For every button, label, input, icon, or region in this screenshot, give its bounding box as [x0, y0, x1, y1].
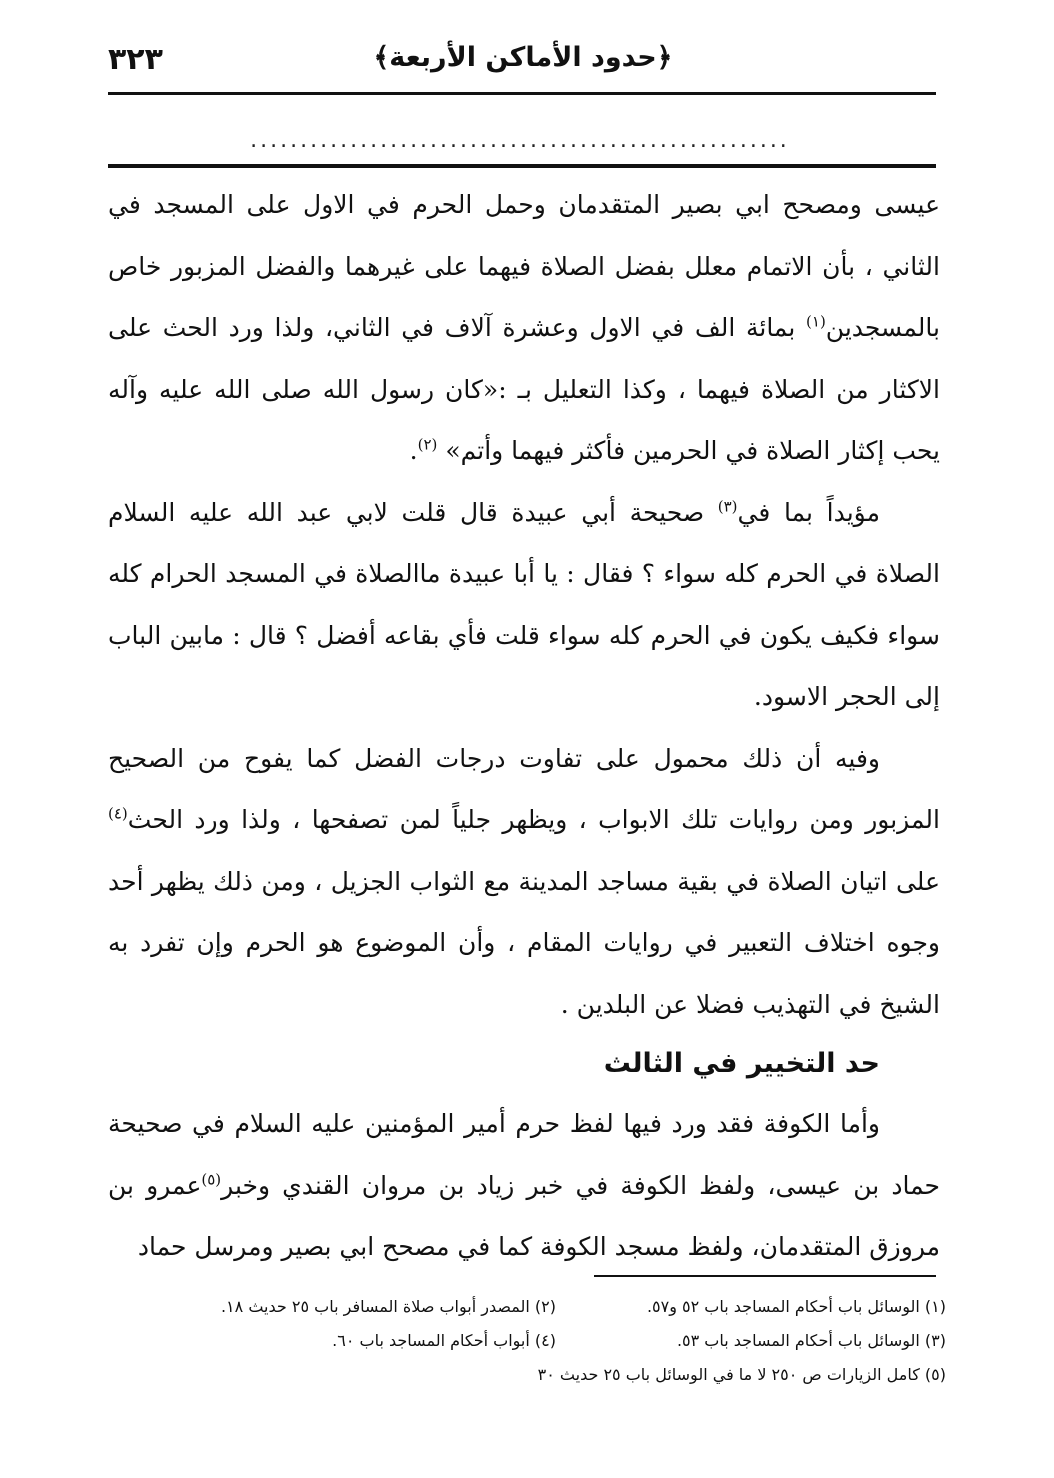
footnote-rule — [594, 1275, 936, 1277]
paragraph-4-start: وأما الكوفة فقد ورد فيها لفظ حرم أمير المؤمنين عليه السلام في صحيحة حماد بن عيسى، ولفظ الكوفة في خبر زياد بن مروان القندي وخبر — [108, 1109, 940, 1200]
footnote-ref-5[interactable]: (٥) — [201, 1170, 222, 1189]
footnote-3: (٣) الوسائل باب أحكام المساجد باب ٥٣. — [676, 1331, 946, 1350]
section-heading: حد التخيير في الثالث — [603, 1048, 880, 1079]
paragraph-4-text: عمرو بن مروزق المتقدمان، ولفظ مسجد الكوفة كما في مصحح ابي بصير ومرسل حماد — [108, 1170, 940, 1261]
paragraph-1-end: . — [409, 436, 418, 465]
footnote-2: (٢) المصدر أبواب صلاة المسافر باب ٢٥ حديث ١٨. — [220, 1297, 556, 1316]
paragraph-2 — [108, 482, 940, 728]
footnote-ref-1[interactable]: (١) — [806, 312, 826, 331]
body-text — [108, 174, 940, 1278]
paragraph-2-text: صحيحة أبي عبيدة قال قلت لابي عبد الله عليه السلام الصلاة في الحرم كله سواء ؟ فقال : يا أبا عبيدة ماالصلاة في المسجد الحرام كله سواء فكيف يكون في الحرم كله سواء قلت فأي بقاعه أفضل ؟ قال : مابين الباب إلى الحجر الاسود. — [108, 497, 940, 711]
footnote-row — [108, 1358, 946, 1392]
paragraph-1-text: عيسى ومصحح ابي بصير المتقدمان وحمل الحرم في الاول على المسجد في الثاني ، بأن الاتمام معلل بفضل الصلاة فيهما على غيرهما والفضل المزبور خاص بالمسجدين — [108, 190, 940, 342]
footnote-ref-4[interactable]: (٤) — [108, 804, 128, 823]
paragraph-4 — [108, 1093, 940, 1278]
footnote-1: (١) الوسائل باب أحكام المساجد باب ٥٢ و٥٧. — [646, 1297, 946, 1316]
paragraph-1-continued: بمائة الف في الاول وعشرة آلاف في الثاني، ولذا ورد الحث على الاكثار من الصلاة فيهما ، وكذا التعليل بـ :«كان رسول الله صلى الله عليه وآله يحب إكثار الصلاة في الحرمين فأكثر فيهما وأتم» — [108, 313, 940, 465]
footnote-row — [108, 1324, 946, 1358]
paragraph-1 — [108, 174, 940, 482]
header-rule — [108, 92, 936, 95]
footnote-4: (٤) أبواب أحكام المساجد باب ٦٠. — [332, 1331, 556, 1350]
paragraph-2-start: مؤيداً بما في — [737, 497, 880, 527]
footnotes — [108, 1290, 946, 1392]
paragraph-3 — [108, 728, 940, 1036]
paragraph-3-text: على اتيان الصلاة في بقية مساجد المدينة مع الثواب الجزيل ، ومن ذلك يظهر أحد وجوه اختلاف التعبير في روايات المقام ، وأن الموضوع هو الحرم وإن تفرد به الشيخ في التهذيب فضلا عن البلدين . — [108, 866, 940, 1019]
footnote-ref-3[interactable]: (٣) — [717, 497, 738, 516]
running-title: ﴿حدود الأماكن الأربعة﴾ — [373, 42, 673, 73]
page-header — [108, 38, 938, 88]
page-number: ٣٢٣ — [108, 42, 163, 77]
footnote-row — [108, 1290, 946, 1324]
dotted-separator: ...................................................... — [250, 128, 790, 153]
paragraph-3-start: وفيه أن ذلك محمول على تفاوت درجات الفضل كما يفوح من الصحيح المزبور ومن روايات تلك الابواب ، ويظهر جلياً لمن تصفحها ، ولذا ورد الحث — [108, 743, 940, 834]
footnote-5: (٥) كامل الزيارات ص ٢٥٠ لا ما في الوسائل باب ٢٥ حديث ٣٠ — [537, 1365, 946, 1384]
footnote-ref-2[interactable]: (٢) — [417, 435, 438, 454]
main-rule — [108, 164, 936, 168]
